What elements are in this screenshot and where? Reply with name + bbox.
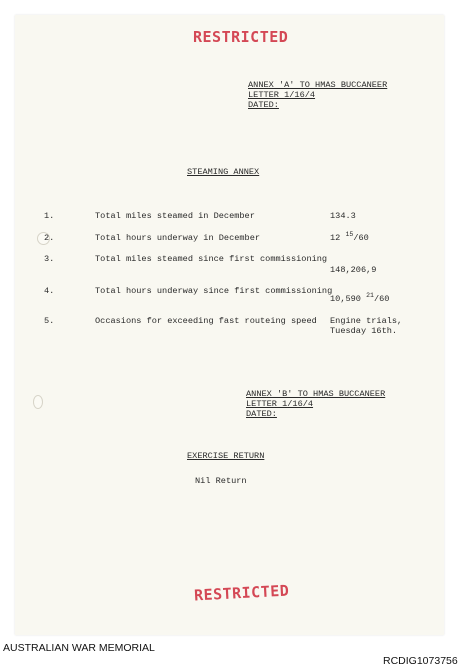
item-description: Occasions for exceeding fast routeing speed [95, 316, 317, 326]
restricted-stamp-top: RESTRICTED [193, 28, 289, 46]
item-value-whole: 10,590 [330, 294, 361, 304]
item-value-den: /60 [353, 233, 369, 243]
item-description: Total miles steamed since first commissioning [95, 254, 328, 264]
item-value: Engine trials, [330, 316, 403, 326]
footer-institution: AUSTRALIAN WAR MEMORIAL [3, 642, 155, 654]
item-description: Total hours underway in December [95, 233, 261, 243]
exercise-return-body: Nil Return [195, 476, 247, 486]
annex-a-line1: ANNEX 'A' TO HMAS BUCCANEER [248, 80, 388, 90]
item-value [330, 233, 369, 244]
annex-a-line2: LETTER 1/16/4 [248, 90, 316, 100]
item-value-den: /60 [373, 294, 390, 304]
restricted-stamp-bottom: RESTRICTED [193, 581, 290, 605]
item-value-sup: 15 [345, 231, 354, 238]
item-description: Total hours underway since first commissioning [95, 286, 333, 296]
item-value-sup: 21 [366, 292, 374, 299]
annex-a-line3: DATED: [248, 100, 279, 110]
annex-b-line1: ANNEX 'B' TO HMAS BUCCANEER [246, 389, 386, 399]
item-number: 1. [44, 211, 55, 221]
item-number: 4. [44, 286, 55, 296]
item-value: 134.3 [330, 211, 356, 221]
item-number: 5. [44, 316, 55, 326]
item-value-whole: 12 [330, 233, 341, 243]
steaming-annex-title: STEAMING ANNEX [187, 167, 260, 177]
annex-b-line2: LETTER 1/16/4 [246, 399, 314, 409]
footer-record-id: RCDIG1073756 [383, 655, 458, 667]
annex-b-line3: DATED: [246, 409, 277, 419]
item-value [330, 294, 389, 305]
item-number: 3. [44, 254, 55, 264]
punch-hole-bottom [33, 395, 43, 409]
item-value: 148,206,9 [330, 265, 377, 275]
item-value-line2: Tuesday 16th. [330, 326, 398, 336]
item-number: 2. [44, 233, 55, 243]
exercise-return-title: EXERCISE RETURN [187, 451, 265, 461]
item-description: Total miles steamed in December [95, 211, 255, 221]
